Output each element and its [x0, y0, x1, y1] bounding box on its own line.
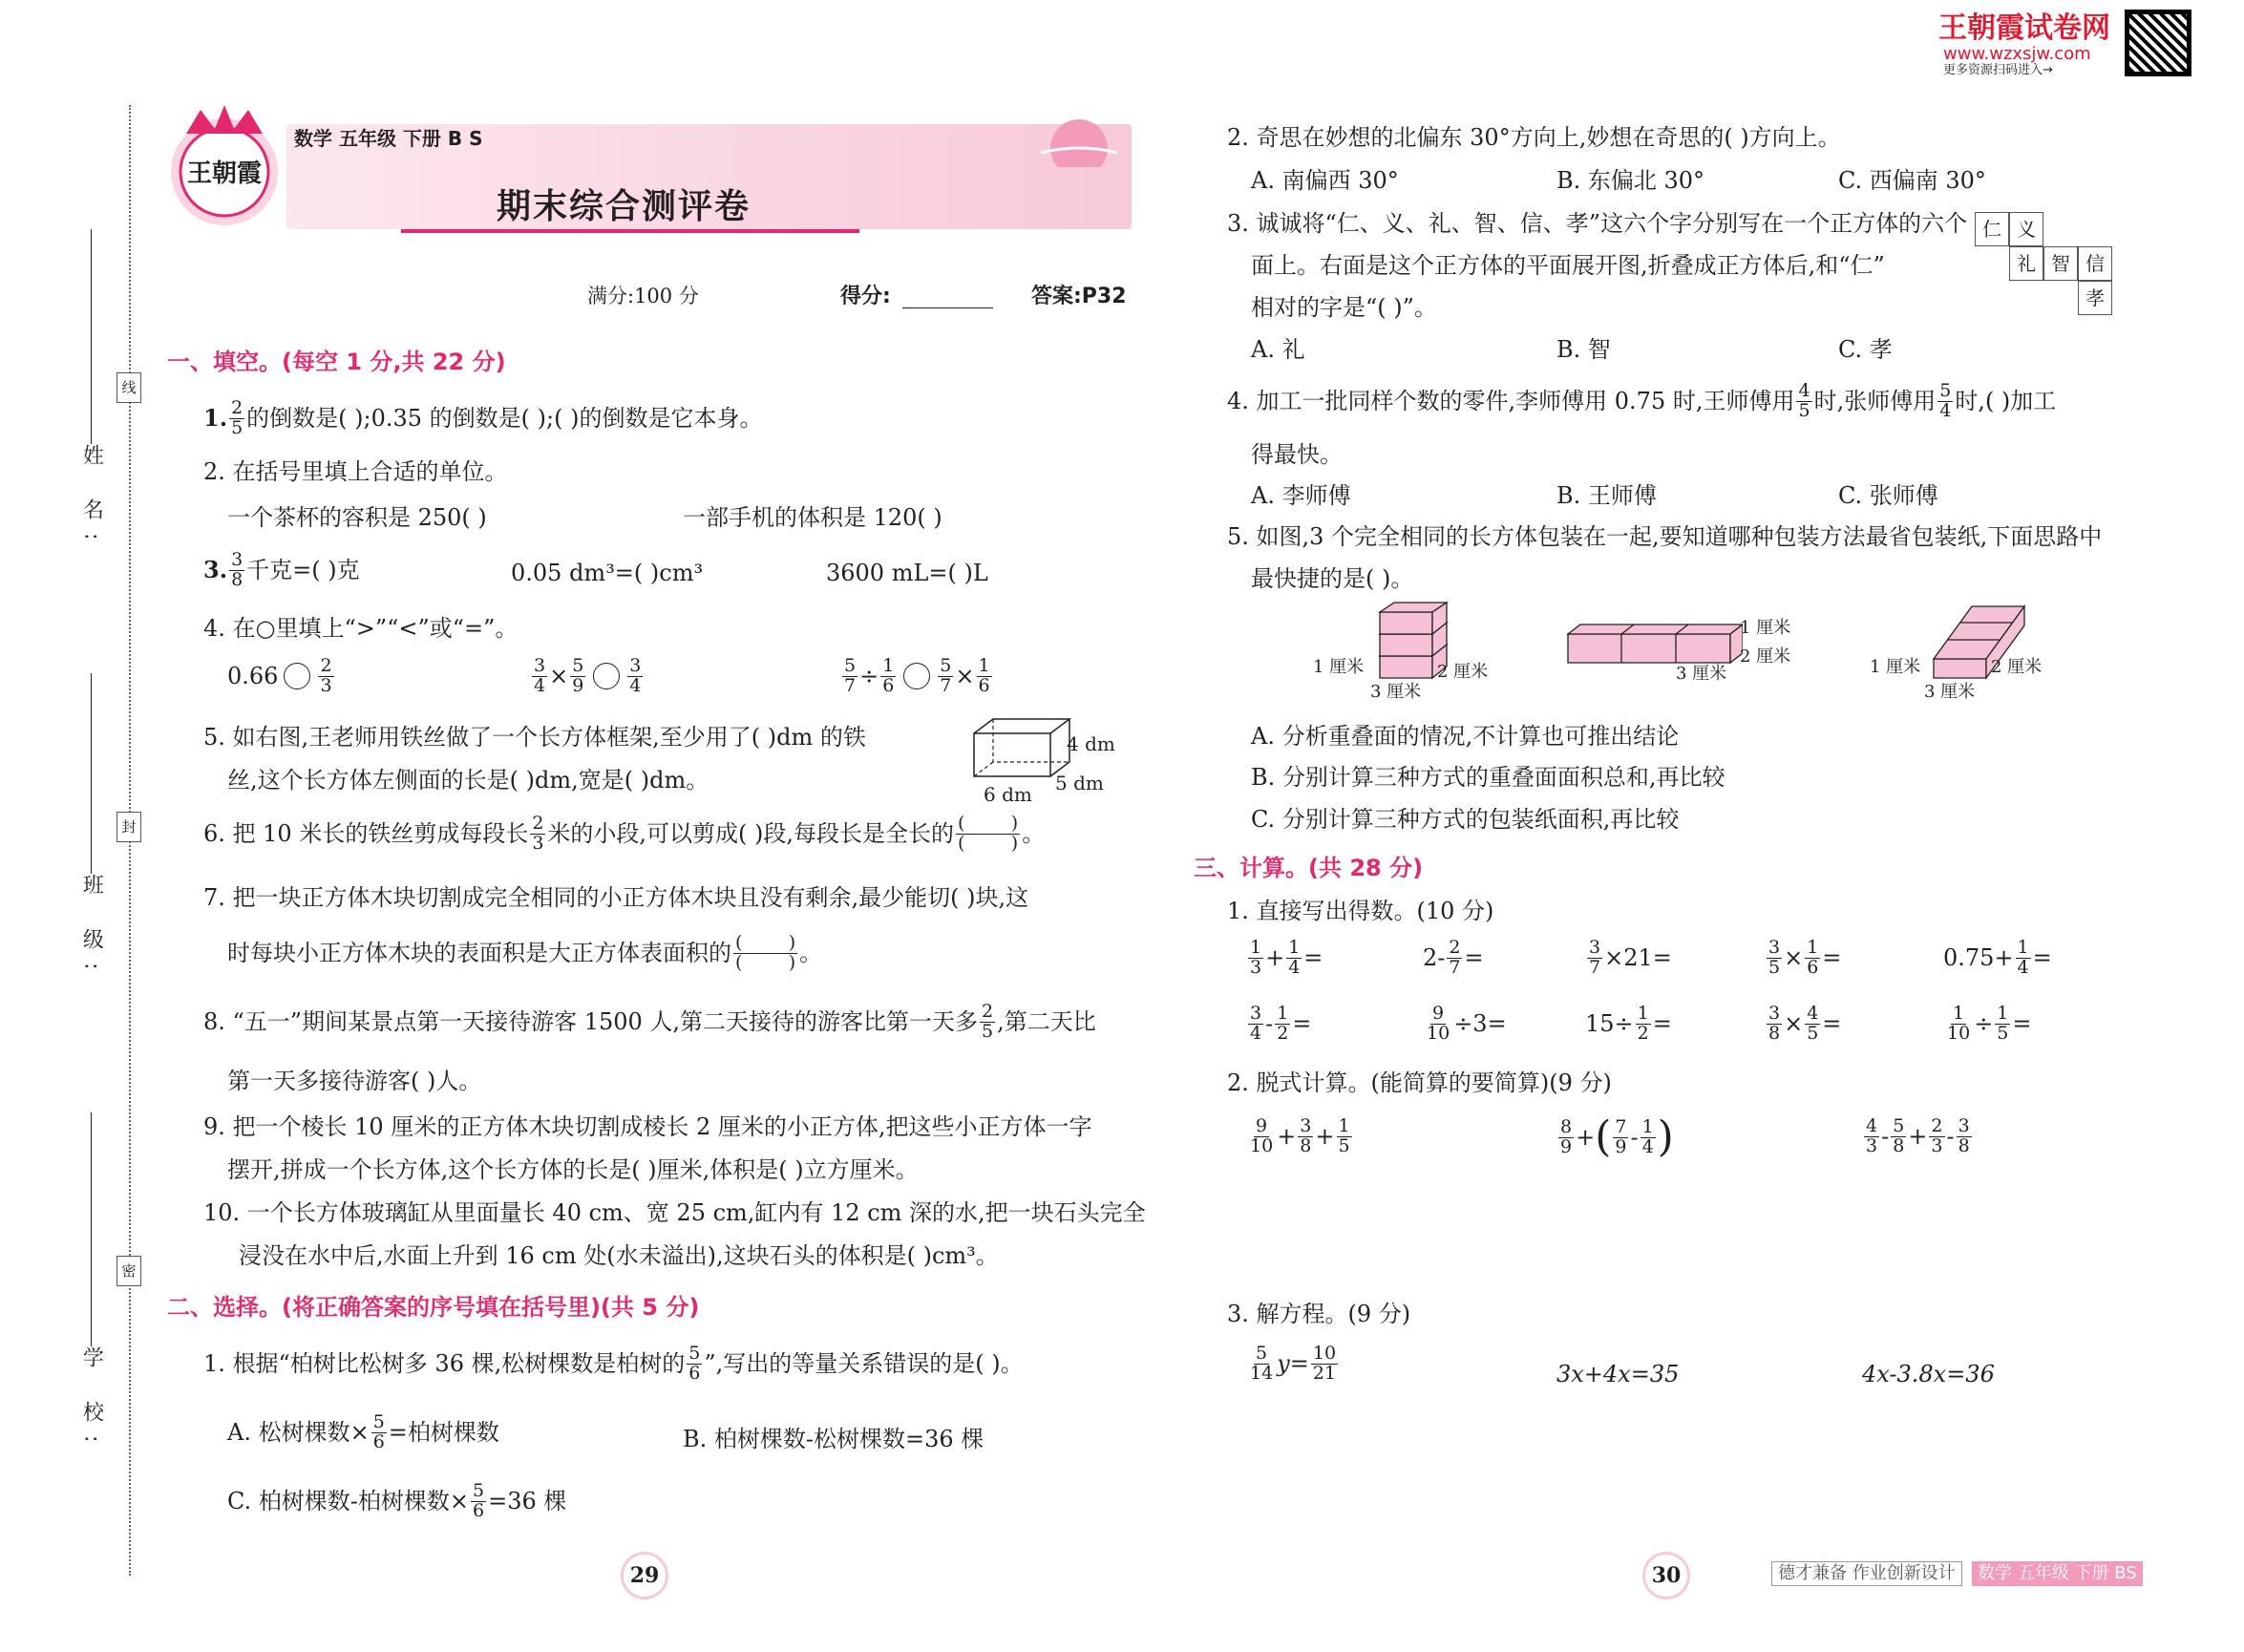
question-7a: 7. 把一块正方体木块切割成完全相同的小正方体木块且没有剩余,最少能切( )块,这 — [203, 884, 1029, 911]
choice-4-option-b: B. 王师傅 — [1556, 482, 1657, 509]
question-3d: 3600 mL=( )L — [826, 560, 988, 586]
question-5a: 5. 如右图,王老师用铁丝做了一个长方体框架,至少用了( )dm 的铁 — [203, 724, 866, 751]
calc-1-heading: 1. 直接写出得数。(10 分) — [1227, 898, 1494, 924]
question-3c: 0.05 dm³=( )cm³ — [511, 560, 704, 586]
choice-4: 4. 加工一批同样个数的零件,李师傅用 0.75 时,王师傅用 4 5 时,张师傅用 5 4 时,( )加工 — [1227, 380, 2057, 421]
question-10b: 浸没在水中后,水面上升到 16 cm 处(水未溢出),这块石头的体积是( )cm³。 — [239, 1242, 999, 1269]
choice-5-option-a: A. 分析重叠面的情况,不计算也可推出结论 — [1251, 723, 1680, 750]
answer-ref: 答案:P32 — [1031, 285, 1127, 308]
net-cell: 孝 — [2078, 281, 2112, 315]
calc-item: 3 7 ×21= — [1589, 937, 1672, 978]
net-cell: 智 — [2043, 246, 2078, 281]
watermark-url: www.wzxsjw.com — [1943, 44, 2091, 64]
score-blank[interactable] — [902, 307, 993, 308]
score-label: 得分: — [840, 285, 891, 308]
calc-item: 2- 2 7 = — [1423, 937, 1484, 978]
stack-figure-horizontal — [1566, 623, 1743, 666]
equation-2: 3x+4x=35 — [1556, 1361, 1680, 1387]
fig1-label-2cm: 2 厘米 — [1437, 662, 1489, 682]
equation-1: 5 14 y = 10 21 — [1250, 1343, 1337, 1384]
calc-item: 1 10 ÷ 1 5 = — [1947, 1003, 2032, 1044]
fig1-label-1cm: 1 厘米 — [1313, 657, 1365, 677]
question-7b: 时每块小正方体木块的表面积是大正方体表面积的 ( ) ( ) 。 — [227, 932, 823, 973]
logo — [167, 100, 282, 234]
sun-icon — [1041, 110, 1117, 167]
cuboid-height-label: 4 dm — [1067, 732, 1115, 755]
watermark-tag: 更多资源扫码进入→ — [1943, 63, 2053, 77]
question-2a: 一个茶杯的容积是 250( ) — [227, 504, 487, 531]
question-10a: 10. 一个长方体玻璃缸从里面量长 40 cm、宽 25 cm,缸内有 12 cm 深的水,把一块石头完全 — [203, 1199, 1146, 1226]
question-3: 3. 3 8 千克=( )克 — [203, 549, 360, 590]
section-fill-heading: 一、填空。(每空 1 分,共 22 分) — [167, 349, 506, 375]
question-8a: 8. “五一”期间某景点第一天接待游客 1500 人,第二天接待的游客比第一天多 2 5 ,第二天比 — [203, 1001, 1096, 1042]
seal-stamp-mi: 密 — [116, 1256, 141, 1286]
page-title: 期末综合测评卷 — [497, 187, 752, 226]
choice-4-option-c: C. 张师傅 — [1838, 482, 1938, 509]
name-label: 姓 名: — [79, 444, 104, 554]
question-8c: 第一天多接待游客( )人。 — [227, 1068, 482, 1094]
question-2b: 一部手机的体积是 120( ) — [683, 504, 942, 531]
cuboid-width-label: 5 dm — [1055, 772, 1104, 794]
choice-3-option-a: A. 礼 — [1251, 336, 1305, 363]
question-1: 1. 2 5 的倒数是( );0.35 的倒数是( );( )的倒数是它本身。 — [203, 397, 763, 438]
choice-3a: 3. 诚诚将“仁、义、礼、智、信、孝”这六个字分别写在一个正方体的六个 — [1227, 210, 1968, 237]
class-field[interactable] — [91, 673, 92, 874]
choice-5-option-b: B. 分别计算三种方式的重叠面面积总和,再比较 — [1251, 764, 1725, 791]
seal-stamp-seal: 封 — [116, 812, 141, 842]
net-cell: 义 — [2009, 212, 2043, 246]
full-score: 满分:100 分 — [587, 285, 699, 307]
choice-1-option-c: C. 柏树棵数-柏树棵数× $\frac{5}{6}$ =36 棵 — [227, 1480, 567, 1521]
calc-item: 15÷ 1 2 = — [1585, 1003, 1672, 1044]
fig2-label-2cm: 2 厘米 — [1740, 646, 1791, 667]
calc-2-heading: 2. 脱式计算。(能简算的要简算)(9 分) — [1227, 1070, 1612, 1096]
question-4a: 0.66 2 3 — [227, 655, 332, 696]
calc-3-heading: 3. 解方程。(9 分) — [1227, 1301, 1411, 1327]
step-calc-item: 8 9 + ( 7 9 - 1 4 ) — [1560, 1112, 1674, 1161]
question-4b: 3 4 × 5 9 3 4 — [534, 655, 642, 696]
choice-3c: 相对的字是“( )”。 — [1251, 294, 1437, 321]
question-9a: 9. 把一个棱长 10 厘米的正方体木块切割成棱长 2 厘米的小正方体,把这些小正方体一字 — [203, 1113, 1092, 1140]
question-9b: 摆开,拼成一个长方体,这个长方体的长是( )厘米,体积是( )立方厘米。 — [227, 1156, 919, 1183]
cuboid-length-label: 6 dm — [984, 783, 1032, 806]
choice-2: 2. 奇思在妙想的北偏东 30°方向上,妙想在奇思的( )方向上。 — [1227, 124, 1841, 151]
calc-item: 1 3 + 1 4 = — [1250, 937, 1323, 978]
question-5b: 丝,这个长方体左侧面的长是( )dm,宽是( )dm。 — [227, 767, 709, 794]
section-choice-heading: 二、选择。(将正确答案的序号填在括号里)(共 5 分) — [167, 1294, 700, 1321]
calc-item: 9 10 ÷3= — [1427, 1003, 1507, 1044]
question-4: 4. 在○里填上“>”“<”或“=”。 — [203, 615, 519, 642]
choice-1-option-b: B. 柏树棵数-松树棵数=36 棵 — [683, 1426, 984, 1452]
title-underline — [401, 229, 859, 233]
choice-3b: 面上。右面是这个正方体的平面展开图,折叠成正方体后,和“仁” — [1251, 252, 1885, 279]
qr-code-icon — [2125, 10, 2191, 76]
calc-item: 0.75+ 1 4 = — [1943, 937, 2052, 978]
choice-1: 1. 根据“柏树比松树多 36 棵,松树棵数是柏树的 5 6 ”,写出的等量关系错误的是( )。 — [203, 1343, 1024, 1384]
calc-item: 3 8 × 4 5 = — [1768, 1003, 1842, 1044]
page-number-right: 30 — [1642, 1552, 1690, 1599]
step-calc-item: 9 10 + 3 8 + 1 5 — [1250, 1115, 1350, 1156]
choice-3-option-c: C. 孝 — [1838, 336, 1893, 363]
choice-3-option-b: B. 智 — [1556, 336, 1611, 363]
equation-3: 4x-3.8x=36 — [1862, 1361, 1995, 1387]
fig2-label-1cm: 1 厘米 — [1740, 618, 1791, 638]
calc-item: 3 4 - 1 2 = — [1250, 1003, 1312, 1044]
page-number-left: 29 — [621, 1552, 668, 1599]
subject-line: 数学 五年级 下册 B S — [294, 127, 483, 150]
question-6: 6. 把 10 米长的铁丝剪成每段长 2 3 米的小段,可以剪成( )段,每段长是全长的 ( ) ( ) 。 — [203, 813, 1046, 854]
choice-2-option-c: C. 西偏南 30° — [1838, 167, 1986, 194]
choice-5a: 5. 如图,3 个完全相同的长方体包装在一起,要知道哪种包装方法最省包装纸,下面思路中 — [1227, 523, 2103, 550]
choice-5b: 最快捷的是( )。 — [1251, 565, 1414, 592]
svg-text:王朝霞: 王朝霞 — [186, 159, 263, 188]
step-calc-item: 4 3 - 5 8 + 2 3 - 3 8 — [1866, 1115, 1970, 1156]
net-cell: 信 — [2078, 246, 2112, 281]
seal-stamp-line: 线 — [116, 372, 141, 403]
watermark-title: 王朝霞试卷网 — [1938, 11, 2110, 45]
calc-item: 3 5 × 1 6 = — [1768, 937, 1842, 978]
choice-2-option-b: B. 东偏北 30° — [1556, 167, 1705, 194]
choice-4-option-a: A. 李师傅 — [1251, 482, 1351, 509]
choice-4d: 得最快。 — [1251, 441, 1343, 468]
question-2: 2. 在括号里填上合适的单位。 — [203, 458, 508, 485]
net-cell: 仁 — [1975, 212, 2009, 246]
fig2-label-3cm: 3 厘米 — [1676, 664, 1727, 684]
fig3-label-2cm: 2 厘米 — [1991, 657, 2043, 677]
footer-tag: 德才兼备 作业创新设计 — [1771, 1561, 1962, 1586]
question-4c: 5 7 ÷ 1 6 5 7 × 1 6 — [844, 655, 990, 696]
school-field[interactable] — [91, 1112, 92, 1346]
footer-tag-subject: 数学 五年级 下册 BS — [1972, 1561, 2143, 1586]
net-cell: 礼 — [2009, 246, 2043, 281]
choice-5-option-c: C. 分别计算三种方式的包装纸面积,再比较 — [1251, 806, 1680, 833]
class-label: 班 级: — [79, 874, 104, 984]
choice-1-option-a: A. 松树棵数× $\frac{5}{6}$ =柏树棵数 — [227, 1411, 499, 1452]
school-label: 学 校: — [79, 1346, 104, 1456]
section-calc-heading: 三、计算。(共 28 分) — [1194, 855, 1424, 881]
choice-2-option-a: A. 南偏西 30° — [1251, 167, 1399, 194]
name-field[interactable] — [91, 229, 92, 444]
fig3-label-3cm: 3 厘米 — [1924, 682, 1976, 702]
fig1-label-3cm: 3 厘米 — [1370, 682, 1422, 702]
fig3-label-1cm: 1 厘米 — [1870, 657, 1921, 677]
